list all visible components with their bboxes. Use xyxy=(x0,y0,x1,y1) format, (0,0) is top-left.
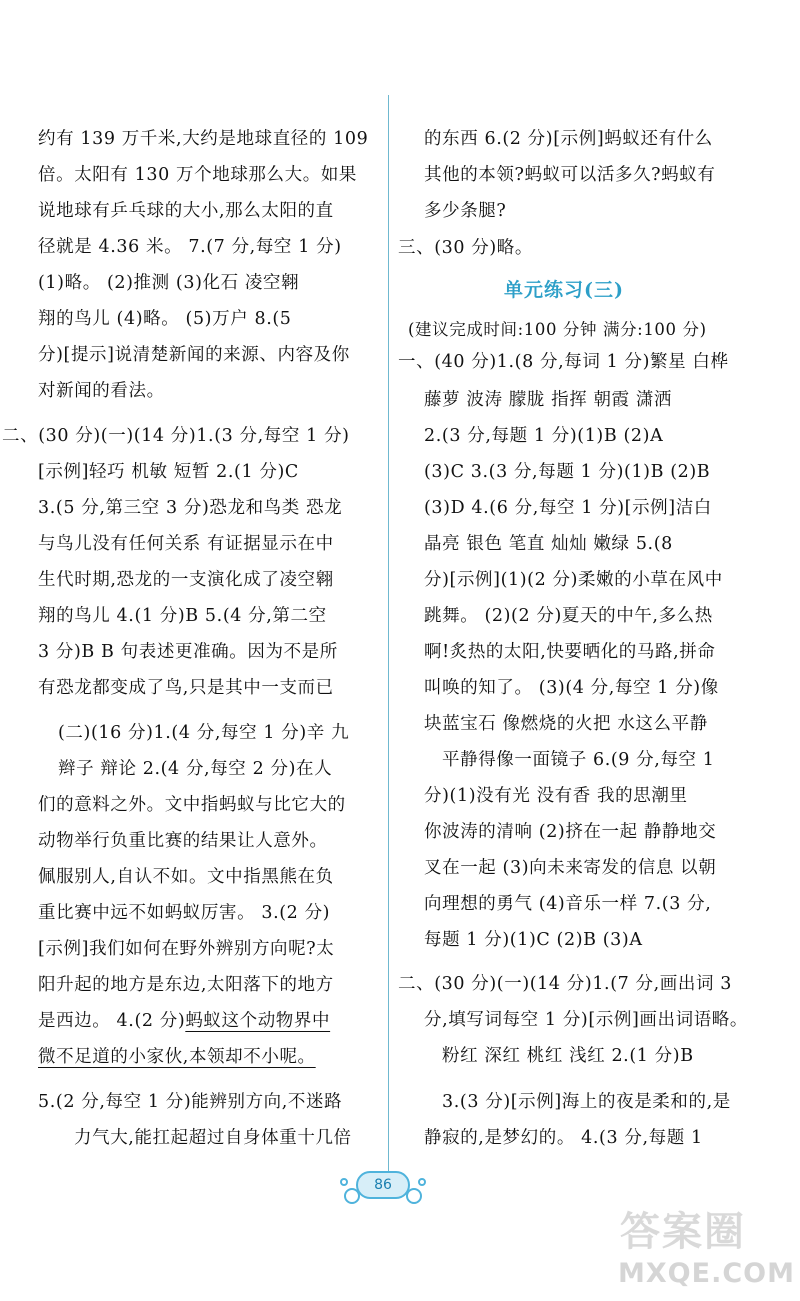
text-line: 生代时期,恐龙的一支演化成了凌空翱 xyxy=(38,570,334,590)
text-line: 对新闻的看法。 xyxy=(38,381,165,401)
text-line: 阳升起的地方是东边,太阳落下的地方 xyxy=(38,975,334,995)
text-span: 是西边。 4.(2 分) xyxy=(38,1011,186,1031)
text-line: 平静得像一面镜子 6.(9 分,每空 1 xyxy=(442,750,715,770)
text-line: (1)略。 (2)推测 (3)化石 凌空翱 xyxy=(38,273,300,293)
text-line: 粉红 深红 桃红 浅红 2.(1 分)B xyxy=(442,1046,694,1066)
text-line: 径就是 4.36 米。 7.(7 分,每空 1 分) xyxy=(38,237,342,257)
text-line: 辫子 辩论 2.(4 分,每空 2 分)在人 xyxy=(58,759,333,779)
text-line: 约有 139 万千米,大约是地球直径的 109 xyxy=(38,129,369,149)
text-line: 你波涛的清响 (2)挤在一起 静静地交 xyxy=(424,822,717,842)
text-line: [示例]我们如何在野外辨别方向呢?太 xyxy=(38,939,335,959)
bubble-decoration xyxy=(340,1178,348,1186)
text-line: 的东西 6.(2 分)[示例]蚂蚁还有什么 xyxy=(424,129,713,149)
column-divider xyxy=(388,95,389,1173)
text-line: 分)[示例](1)(2 分)柔嫩的小草在风中 xyxy=(424,570,723,590)
text-line: 力气大,能扛起超过自身体重十几倍 xyxy=(74,1128,352,1148)
text-line: 三、(30 分)略。 xyxy=(398,238,533,258)
text-line: 每题 1 分)(1)C (2)B (3)A xyxy=(424,930,643,950)
text-line: 跳舞。 (2)(2 分)夏天的中午,多么热 xyxy=(424,606,713,626)
watermark-title: 答案圈 xyxy=(620,1209,746,1255)
text-line: 其他的本领?蚂蚁可以活多久?蚂蚁有 xyxy=(424,165,716,185)
text-line: 二、(30 分)(一)(14 分)1.(3 分,每空 1 分) xyxy=(2,426,350,446)
text-line: 翔的鸟儿 (4)略。 (5)万户 8.(5 xyxy=(38,309,292,329)
bubble-decoration xyxy=(418,1178,426,1186)
text-line: 叉在一起 (3)向未来寄发的信息 以朝 xyxy=(424,858,717,878)
text-line: [示例]轻巧 机敏 短暂 2.(1 分)C xyxy=(38,462,299,482)
text-line: 翔的鸟儿 4.(1 分)B 5.(4 分,第二空 xyxy=(38,606,327,626)
text-line: (二)(16 分)1.(4 分,每空 1 分)辛 九 xyxy=(58,723,350,743)
text-line: (3)D 4.(6 分,每空 1 分)[示例]洁白 xyxy=(424,498,712,518)
text-line: 二、(30 分)(一)(14 分)1.(7 分,画出词 3 xyxy=(398,974,733,994)
text-line: 多少条腿? xyxy=(424,201,507,221)
text-line: 3.(3 分)[示例]海上的夜是柔和的,是 xyxy=(442,1092,731,1112)
text-line: 重比赛中远不如蚂蚁厉害。 3.(2 分) xyxy=(38,903,331,923)
text-line: 3.(5 分,第三空 3 分)恐龙和鸟类 恐龙 xyxy=(38,498,343,518)
text-line: 2.(3 分,每题 1 分)(1)B (2)A xyxy=(424,426,664,446)
text-line xyxy=(38,1009,330,1033)
text-line: 分)[提示]说清楚新闻的来源、内容及你 xyxy=(38,345,350,365)
text-line: 与鸟儿没有任何关系 有证据显示在中 xyxy=(38,534,334,554)
text-line: (3)C 3.(3 分,每题 1 分)(1)B (2)B xyxy=(424,462,711,482)
text-line: 向理想的勇气 (4)音乐一样 7.(3 分, xyxy=(424,894,712,914)
underlined-answer: 蚂蚁这个动物界中 xyxy=(185,1011,331,1031)
page-number: 86 xyxy=(374,1177,392,1193)
text-line: 晶亮 银色 笔直 灿灿 嫩绿 5.(8 xyxy=(424,534,673,554)
text-line: 叫唤的知了。 (3)(4 分,每空 1 分)像 xyxy=(424,678,719,698)
watermark-logo xyxy=(600,1200,800,1301)
text-line: (建议完成时间:100 分钟 满分:100 分) xyxy=(408,320,707,339)
text-line: 静寂的,是梦幻的。 4.(3 分,每题 1 xyxy=(424,1128,703,1148)
page-number-badge xyxy=(340,1168,430,1208)
text-line: 啊!炙热的太阳,快要晒化的马路,拼命 xyxy=(424,642,716,662)
bubble-decoration xyxy=(406,1188,422,1204)
text-line: 倍。太阳有 130 万个地球那么大。如果 xyxy=(38,165,358,185)
text-line: 佩服别人,自认不如。文中指黑熊在负 xyxy=(38,867,334,887)
text-line: 说地球有乒乓球的大小,那么太阳的直 xyxy=(38,201,334,221)
section-title: 单元练习(三) xyxy=(504,279,624,301)
text-line: 块蓝宝石 像燃烧的火把 水这么平静 xyxy=(424,714,708,734)
watermark-url: MXQE.COM xyxy=(618,1258,795,1289)
text-line: 分)(1)没有光 没有香 我的思潮里 xyxy=(424,786,688,806)
text-line: 一、(40 分)1.(8 分,每词 1 分)繁星 白桦 xyxy=(398,352,729,372)
text-line: 动物举行负重比赛的结果让人意外。 xyxy=(38,831,328,851)
text-line: 有恐龙都变成了鸟,只是其中一支而已 xyxy=(38,678,334,698)
text-line: 藤萝 波涛 朦胧 指挥 朝霞 潇洒 xyxy=(424,390,673,410)
text-line: 3 分)B B 句表述更准确。因为不是所 xyxy=(38,642,338,662)
text-line: 分,填写词每空 1 分)[示例]画出词语略。 xyxy=(424,1010,749,1030)
underlined-answer: 微不足道的小家伙,本领却不小呢。 xyxy=(38,1047,316,1067)
text-line: 5.(2 分,每空 1 分)能辨别方向,不迷路 xyxy=(38,1092,343,1112)
text-line: 们的意料之外。文中指蚂蚁与比它大的 xyxy=(38,795,346,815)
